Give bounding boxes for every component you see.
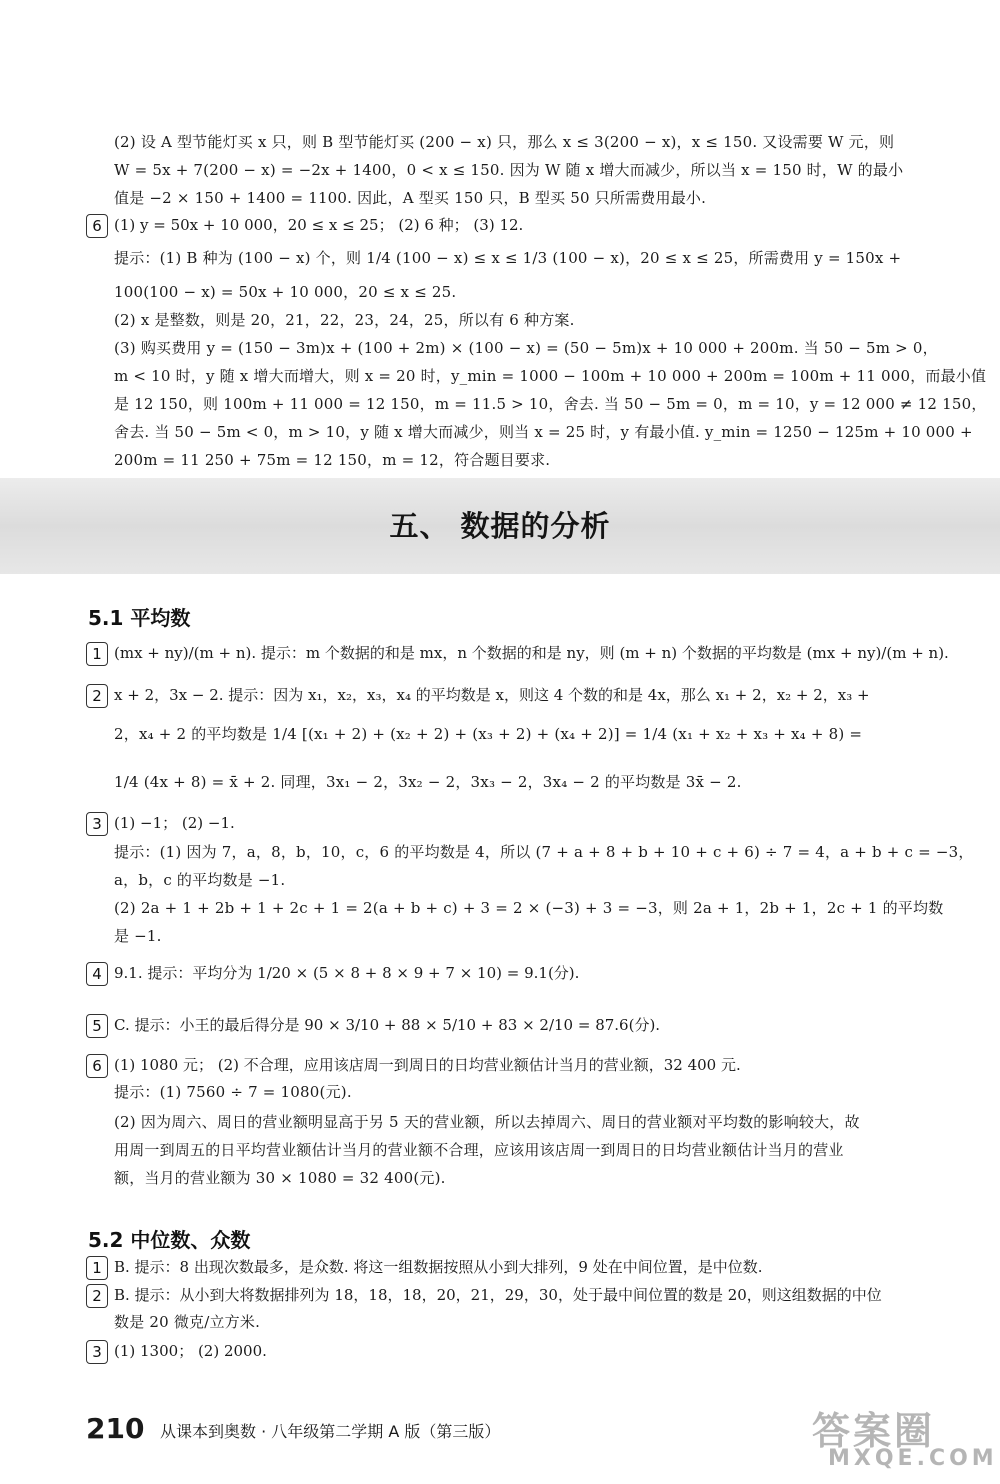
answer-line: x + 2，3x − 2. 提示：因为 x₁，x₂，x₃，x₄ 的平均数是 x，则这 4 个数的和是 4x，那么 x₁ + 2，x₂ + 2，x₃ + — [114, 686, 870, 704]
text-line: W = 5x + 7(200 − x) = −2x + 1400，0 < x ≤ 150. 因为 W 随 x 增大而减少，所以当 x = 150 时，W 的最小 — [114, 161, 904, 179]
hint-line: 100(100 − x) = 50x + 10 000，20 ≤ x ≤ 25. — [114, 283, 457, 301]
answer-line: C. 提示：小王的最后得分是 90 × 3/10 + 88 × 5/10 + 83 × 2/10 = 87.6(分). — [114, 1016, 661, 1034]
question-number: 3 — [86, 812, 108, 836]
answer-line: (1) 1300； (2) 2000. — [114, 1342, 267, 1360]
chapter-banner — [0, 478, 1000, 574]
question-number: 6 — [86, 214, 108, 238]
section-title: 5.2 中位数、众数 — [88, 1228, 251, 1252]
chapter-title: 五、 数据的分析 — [389, 509, 611, 543]
hint-line: 用周一到周五的日平均营业额估计当月的营业额不合理，应该用该店周一到周日的日均营业额估计当月的营业 — [114, 1141, 844, 1159]
section-title: 5.1 平均数 — [88, 606, 191, 630]
hint-line: 1/4 (4x + 8) = x̄ + 2. 同理，3x₁ − 2，3x₂ − 2，3x₃ − 2，3x₄ − 2 的平均数是 3x̄ − 2. — [114, 773, 742, 791]
question-number: 1 — [86, 642, 108, 666]
hint-line: 是 12 150，则 100m + 11 000 = 12 150，m = 11.5 > 10，舍去. 当 50 − 5m = 0，m = 10，y = 12 000 ≠ 12 150， — [114, 395, 987, 413]
text-line: (2) 设 A 型节能灯买 x 只，则 B 型节能灯买 (200 − x) 只，那么 x ≤ 3(200 − x)，x ≤ 150. 又设需要 W 元，则 — [114, 133, 895, 151]
hint-line: 提示：(1) B 种为 (100 − x) 个，则 1/4 (100 − x) ≤ x ≤ 1/3 (100 − x)，20 ≤ x ≤ 25，所需费用 y = 150x + — [114, 249, 902, 267]
question-number: 4 — [86, 962, 108, 986]
page-number: 210 — [86, 1412, 145, 1445]
hint-line: 是 −1. — [114, 927, 162, 945]
hint-line: (2) 因为周六、周日的营业额明显高于另 5 天的营业额，所以去掉周六、周日的营业额对平均数的影响较大，故 — [114, 1113, 860, 1131]
hint-line: 舍去. 当 50 − 5m < 0，m > 10，y 随 x 增大而减少，则当 x = 25 时，y 有最小值. y_min = 1250 − 125m + 10 000 + — [114, 423, 973, 441]
answer-line: (1) −1； (2) −1. — [114, 814, 235, 832]
question-number: 1 — [86, 1256, 108, 1280]
book-title: 从课本到奥数 · 八年级第二学期 A 版（第三版） — [160, 1422, 501, 1441]
hint-line: (2) x 是整数，则是 20，21，22，23，24，25，所以有 6 种方案. — [114, 311, 575, 329]
watermark-logo: 答案圈 — [812, 1409, 936, 1453]
answer-line: 9.1. 提示：平均分为 1/20 × (5 × 8 + 8 × 9 + 7 × 10) = 9.1(分). — [114, 964, 580, 982]
answer-line: B. 提示：从小到大将数据排列为 18，18，18，20，21，29，30，处于最中间位置的数是 20，则这组数据的中位 — [114, 1286, 882, 1304]
hint-line: (3) 购买费用 y = (150 − 3m)x + (100 + 2m) × (100 − x) = (50 − 5m)x + 10 000 + 200m. 当 50 − 5m > 0， — [114, 339, 938, 357]
hint-line: 数是 20 微克/立方米. — [114, 1313, 261, 1331]
watermark-url: MXQE.COM — [828, 1446, 998, 1471]
answer-line: B. 提示：8 出现次数最多，是众数. 将这一组数据按照从小到大排列，9 处在中间位置，是中位数. — [114, 1258, 763, 1276]
hint-line: 2，x₄ + 2 的平均数是 1/4 [(x₁ + 2) + (x₂ + 2) + (x₃ + 2) + (x₄ + 2)] = 1/4 (x₁ + x₂ + x₃ + x₄ + 8) = — [114, 725, 863, 743]
question-number: 2 — [86, 1284, 108, 1308]
hint-line: (2) 2a + 1 + 2b + 1 + 2c + 1 = 2(a + b + c) + 3 = 2 × (−3) + 3 = −3，则 2a + 1，2b + 1，2c + 1 的平均数 — [114, 899, 944, 917]
question-number: 2 — [86, 684, 108, 708]
hint-line: 200m = 11 250 + 75m = 12 150，m = 12，符合题目要求. — [114, 451, 551, 469]
answer-line: (1) y = 50x + 10 000，20 ≤ x ≤ 25； (2) 6 种； (3) 12. — [114, 216, 524, 234]
question-number: 5 — [86, 1014, 108, 1038]
hint-line: 提示：(1) 因为 7，a，8，b，10，c，6 的平均数是 4，所以 (7 + a + 8 + b + 10 + c + 6) ÷ 7 = 4，a + b + c = −3， — [114, 843, 974, 861]
hint-line: 额，当月的营业额为 30 × 1080 = 32 400(元). — [114, 1169, 446, 1187]
question-number: 3 — [86, 1340, 108, 1364]
hint-line: m < 10 时，y 随 x 增大而增大，则 x = 20 时，y_min = 1000 − 100m + 10 000 + 200m = 100m + 11 000，而最小值 — [114, 367, 987, 385]
answer-line: (mx + ny)/(m + n). 提示：m 个数据的和是 mx，n 个数据的和是 ny，则 (m + n) 个数据的平均数是 (mx + ny)/(m + n). — [114, 644, 949, 662]
text-line: 值是 −2 × 150 + 1400 = 1100. 因此，A 型买 150 只，B 型买 50 只所需费用最小. — [114, 189, 707, 207]
answer-line: (1) 1080 元； (2) 不合理，应用该店周一到周日的日均营业额估计当月的营业额，32 400 元. — [114, 1056, 741, 1074]
hint-line: a，b，c 的平均数是 −1. — [114, 871, 286, 889]
question-number: 6 — [86, 1054, 108, 1078]
hint-line: 提示：(1) 7560 ÷ 7 = 1080(元). — [114, 1083, 352, 1101]
